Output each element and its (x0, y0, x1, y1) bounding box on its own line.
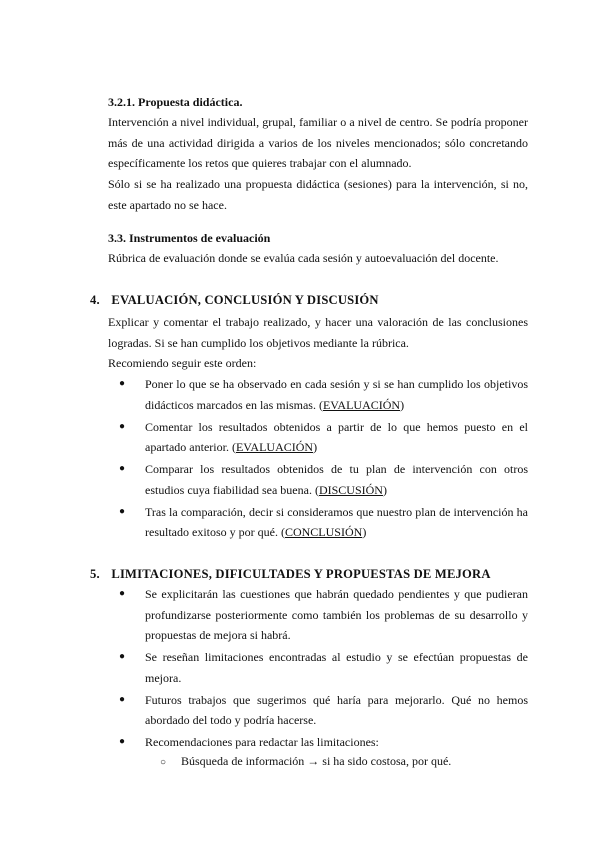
list-item (108, 732, 528, 753)
list-item-tag: EVALUACIÓN (322, 397, 401, 412)
list-item-close: ) (400, 397, 405, 412)
subsection-heading-33: 3.3. Instrumentos de evaluación (108, 231, 271, 245)
list-item (108, 647, 528, 688)
bullet-icon: ● (119, 505, 126, 517)
list-item-text: Poner lo que se ha observado en cada sesión y si se han cumplido los objetivos didácticos marcados en las mismas. ( (145, 377, 528, 412)
bullet-icon: ● (119, 420, 126, 432)
paragraph-intervention: Intervención a nivel individual, grupal, familiar o a nivel de centro. Se podría proponer más de una actividad dirigida a varios de los niveles mencionados; sólo concretando específicamente los retos que quieres trabajar con el alumnado. (108, 115, 528, 170)
bullet-icon: ● (119, 736, 126, 747)
paragraph-explain: Explicar y comentar el trabajo realizado, y hacer una valoración de las conclusiones logradas. Si se han cumplido los objetivos mediante la rúbrica. (108, 315, 528, 350)
sub-list-item-text: Búsqueda de información → si ha sido costosa, por qué. (181, 754, 452, 768)
list-item (108, 690, 528, 731)
paragraph-order: Recomiendo seguir este orden: (108, 356, 257, 370)
list-item-close: ) (362, 525, 367, 539)
list-item-close: ) (313, 440, 318, 454)
list-item-text: Se explicitarán las cuestiones que habrán quedado pendientes y que pudieran profundizarse posteriormente como también los problemas de su desarrollo y propuestas de mejora si habrá. (145, 587, 528, 642)
sub-list-item (160, 751, 451, 774)
list-item-text: Tras la comparación, decir si consideramos que nuestro plan de intervención ha resultado exitoso y por qué. ( (145, 504, 528, 539)
section-number-5: 5. (90, 567, 100, 581)
section-heading-4 (90, 292, 379, 308)
list-item (108, 417, 528, 458)
list-item (108, 459, 528, 500)
list-item-tag: CONCLUSIÓN (284, 525, 363, 539)
bullet-icon: ● (119, 378, 126, 389)
list-item (108, 374, 528, 415)
list-item-tag: DISCUSIÓN (318, 482, 383, 497)
section-heading-5 (90, 566, 491, 582)
section-title-5: LIMITACIONES, DIFICULTADES Y PROPUESTAS DE MEJORA (111, 567, 491, 581)
list-item-text: Recomendaciones para redactar las limitaciones: (145, 735, 379, 749)
list-item (108, 584, 528, 646)
circle-bullet-icon: ○ (160, 757, 167, 768)
paragraph-rubric: Rúbrica de evaluación donde se evalúa cada sesión y autoevaluación del docente. (108, 251, 499, 265)
section-number-4: 4. (90, 293, 100, 307)
paragraph-only-if: Sólo si se ha realizado una propuesta didáctica (sesiones) para la intervención, si no, este apartado no se hace. (108, 177, 528, 212)
evaluation-bullet-list (108, 374, 528, 544)
bullet-icon: ● (119, 651, 126, 662)
bullet-icon: ● (119, 693, 126, 705)
list-item-text: Comparar los resultados obtenidos de tu plan de intervención con otros estudios cuya fiabilidad sea buena. ( (145, 462, 528, 497)
bullet-icon: ● (119, 463, 126, 474)
list-item-text: Comentar los resultados obtenidos a partir de lo que hemos puesto en el apartado anterior. ( (145, 419, 528, 454)
section-title-4: EVALUACIÓN, CONCLUSIÓN Y DISCUSIÓN (111, 293, 379, 307)
list-item-text: Se reseñan limitaciones encontradas al estudio y se efectúan propuestas de mejora. (145, 650, 528, 685)
limitations-bullet-list (108, 584, 528, 754)
list-item-close: ) (382, 482, 387, 497)
list-item (108, 502, 528, 543)
subsection-heading-321: 3.2.1. Propuesta didáctica. (108, 95, 243, 109)
list-item-tag: EVALUACIÓN (235, 440, 314, 454)
bullet-icon: ● (119, 588, 126, 599)
list-item-text: Futuros trabajos que sugerimos qué haría para mejorarlo. Qué no hemos abordado del todo y podría hacerse. (145, 692, 528, 727)
